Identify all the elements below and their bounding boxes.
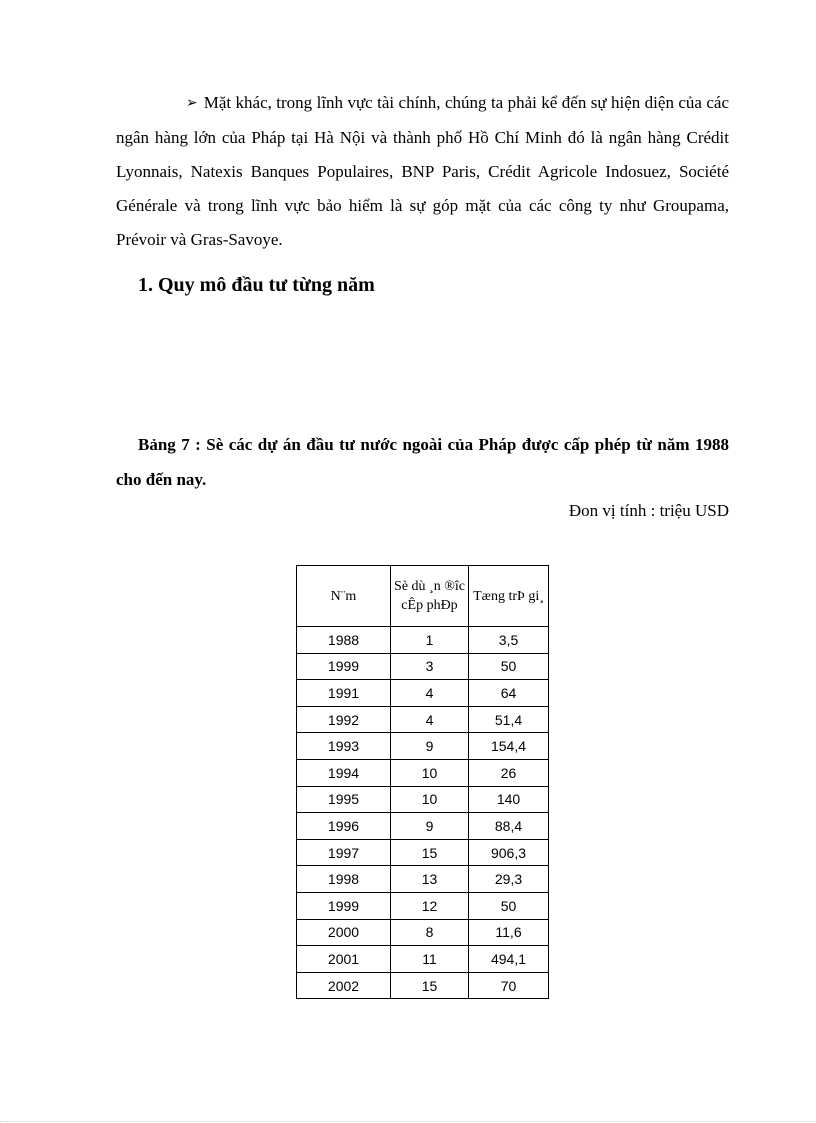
cell-value: 88,4 bbox=[469, 813, 549, 840]
arrowhead-bullet-icon: ➢ bbox=[186, 95, 198, 111]
cell-value: 26 bbox=[469, 759, 549, 786]
cell-value: 11,6 bbox=[469, 919, 549, 946]
cell-count: 9 bbox=[391, 813, 469, 840]
table-row bbox=[297, 627, 549, 654]
table-row bbox=[297, 972, 549, 999]
cell-year: 1999 bbox=[297, 653, 391, 680]
header-project-count: Sè dù ¸n ®îc cÊp phÐp bbox=[391, 566, 469, 627]
cell-count: 8 bbox=[391, 919, 469, 946]
table-row bbox=[297, 706, 549, 733]
cell-count: 13 bbox=[391, 866, 469, 893]
cell-year: 1998 bbox=[297, 866, 391, 893]
cell-count: 10 bbox=[391, 759, 469, 786]
table-row bbox=[297, 892, 549, 919]
body-paragraph-text: Mặt khác, trong lĩnh vực tài chính, chúng ta phải kể đến sự hiện diện của các ngân hàng lớn của Pháp tại Hà Nội và thành phố Hồ Chí Minh đó là ngân hàng Crédit Lyonnais, Natexis Banques Populaires, BNP Paris, Crédit Agricole Indosuez, Société Générale và trong lĩnh vực bảo hiểm là sự góp mặt của các công ty như Groupama, Prévoir và Gras-Savoye. bbox=[116, 93, 729, 249]
cell-count: 15 bbox=[391, 839, 469, 866]
cell-value: 494,1 bbox=[469, 946, 549, 973]
table-row bbox=[297, 759, 549, 786]
cell-year: 1996 bbox=[297, 813, 391, 840]
unit-note: Đon vị tính : triệu USD bbox=[568, 501, 729, 520]
cell-count: 4 bbox=[391, 680, 469, 707]
cell-year: 1991 bbox=[297, 680, 391, 707]
table-row bbox=[297, 653, 549, 680]
header-total-value: Tæng trÞ gi¸ bbox=[469, 566, 549, 627]
body-paragraph bbox=[116, 86, 729, 257]
table-row bbox=[297, 919, 549, 946]
cell-count: 3 bbox=[391, 653, 469, 680]
cell-value: 50 bbox=[469, 653, 549, 680]
cell-value: 70 bbox=[469, 972, 549, 999]
table-caption-text: Bảng 7 : Sè các dự án đầu tư nước ngoài của Pháp được cấp phép từ năm 1988 cho đến nay. bbox=[116, 435, 729, 489]
cell-year: 1988 bbox=[297, 627, 391, 654]
table-row bbox=[297, 866, 549, 893]
table-row bbox=[297, 733, 549, 760]
cell-value: 154,4 bbox=[469, 733, 549, 760]
cell-count: 4 bbox=[391, 706, 469, 733]
cell-value: 140 bbox=[469, 786, 549, 813]
page-bottom-divider bbox=[0, 1121, 816, 1122]
cell-count: 9 bbox=[391, 733, 469, 760]
table-row bbox=[297, 946, 549, 973]
table-caption bbox=[116, 427, 729, 497]
cell-year: 1995 bbox=[297, 786, 391, 813]
table-row bbox=[297, 680, 549, 707]
header-year: N¨m bbox=[297, 566, 391, 627]
cell-year: 1994 bbox=[297, 759, 391, 786]
table-header-row bbox=[297, 566, 549, 627]
cell-value: 29,3 bbox=[469, 866, 549, 893]
cell-year: 1997 bbox=[297, 839, 391, 866]
cell-count: 10 bbox=[391, 786, 469, 813]
cell-year: 1999 bbox=[297, 892, 391, 919]
cell-count: 12 bbox=[391, 892, 469, 919]
cell-value: 3,5 bbox=[469, 627, 549, 654]
investment-table bbox=[296, 565, 549, 999]
cell-value: 50 bbox=[469, 892, 549, 919]
cell-count: 11 bbox=[391, 946, 469, 973]
cell-year: 2001 bbox=[297, 946, 391, 973]
cell-count: 1 bbox=[391, 627, 469, 654]
cell-year: 1992 bbox=[297, 706, 391, 733]
cell-year: 1993 bbox=[297, 733, 391, 760]
cell-value: 64 bbox=[469, 680, 549, 707]
section-heading: 1. Quy mô đầu tư từng năm bbox=[138, 274, 375, 296]
cell-count: 15 bbox=[391, 972, 469, 999]
cell-year: 2002 bbox=[297, 972, 391, 999]
cell-value: 51,4 bbox=[469, 706, 549, 733]
cell-value: 906,3 bbox=[469, 839, 549, 866]
cell-year: 2000 bbox=[297, 919, 391, 946]
table-row bbox=[297, 786, 549, 813]
table-row bbox=[297, 813, 549, 840]
table-row bbox=[297, 839, 549, 866]
